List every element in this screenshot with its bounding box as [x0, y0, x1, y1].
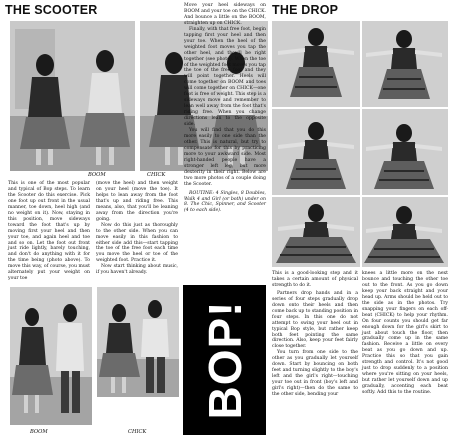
bop-banner: [183, 285, 266, 435]
bop-banner-text: BOP!: [198, 300, 251, 420]
scooter-text-col1: [8, 181, 90, 282]
drop-text-col1: [272, 271, 358, 398]
drop-text-col2: [362, 271, 448, 396]
drop-para: Partners drop hands and in a series of four steps gradually drop down onto their heels and then come back up to standing position in four steps. In this one do not attempt to swing your heel out in typical Bop style, but rather keep both feet pointing the same direction. Also, keep your feet fairly close together.: [272, 290, 358, 350]
scooter-text-col3: [184, 3, 266, 214]
routine-text: ROUTINE: 4 Singles, 8 Doubles, Walk 4 and Girl (or both) under on 8. The Chic, Spinner, and Scooter (4 to each side).: [184, 190, 266, 214]
scooter-para: This is one of the most popular and typical of Bop steps. To learn the Scooter do this exercise. Pick one foot up out front in the usual manner, toe down, heel high (and no weight on it). Now, staying in this position, move sideways toward the foot that's up by moving first your heel and then your toe, and again heel and toe and so on. Let the foot out front just ride lightly, barely touching, and don't do anything with it for the time being (photo above). To move this way, of course, you must alternately put your weight on your toe: [8, 181, 90, 282]
caption-bottom-left: BOOM: [30, 429, 48, 435]
drop-para: You turn from one side to the other as you gradually let yourself down. Start by bouncing on both feet and turning slightly to the boy's left and the girl's right—touching your toe out in front (boy's left and girl's right)—then do the same to the other side, bending your: [272, 350, 358, 398]
drop-photo-5: [272, 197, 360, 267]
caption-top-right: CHICK: [147, 172, 166, 178]
drop-photo-4: [362, 109, 448, 195]
scooter-para: Now do this just as thoroughly to the other side. When you can move easily in this fashion to either side add this—start tapping the toe of the free foot each time you move the heel or toe of the weighted foot. Practice it.: [96, 222, 178, 264]
scooter-para: (move the heel) and then weight on your heel (move the toe). It helps to lean away from the foot that's up and riding free. This means, also, that you'll be leaning away from the direction you're going.: [96, 181, 178, 222]
scooter-photo-boom: [10, 21, 135, 171]
scooter-couple-photo-boom: [10, 287, 92, 425]
scooter-para: Finally, with that free foot, begin tapping first your heel and then your toe. When the heel of the weighted foot moves you tap the other heel, and they'll be right together (see photo). When the toe of the weighted foot moves you tap the toe of the free foot and they will point together. Heels will come together on BOOM and toes will come together on CHICK—one foot is free of weight. This step is a sideways move and remember to lean well away from the foot that's riding free. When you change directions lean to the opposite side.: [184, 26, 266, 128]
scooter-text-col2: [96, 181, 178, 276]
drop-photo-3: [272, 109, 360, 195]
drop-photo-2: [362, 21, 448, 107]
scooter-para: Now start thinking about music, if you haven't already.: [96, 264, 178, 276]
drop-heading: THE DROP: [272, 3, 339, 17]
scooter-heading: THE SCOOTER: [5, 3, 98, 17]
caption-bottom-right: CHICK: [128, 429, 147, 435]
drop-para: knees a little more on the next bounce and touching the other toe out to the front. As you go down keep your back straight and your head up. Arms should be held out to the side as in the photos. Try snapping your fingers on each off-beat (CHICK) to help your rhythm. On four counts you should get far enough down for the girl's skirt to just about touch the floor, then gradually come up in the same fashion. Receive a little on every beat as you go down and up. Practice this so that you gain strength and control. It's not good just to drop suddenly to a position where you're sitting on your heels, but rather let yourself down and up gradually, accenting each beat softly. Add this to the routine.: [362, 271, 448, 396]
scooter-para: You will find that you do this more easily to one side than the other. This is natural, but try to compensate for this by practicing more to your awkward side. Most right-handed people have a stronger left leg, but more dexterity in their right. Below are two more photos of a couple doing the Scooter.: [184, 128, 266, 187]
caption-top-left: BOOM: [88, 172, 106, 178]
scooter-couple-photo-chick: [97, 287, 179, 397]
drop-photo-6: [362, 197, 448, 267]
drop-photo-1: [272, 21, 360, 107]
drop-para: This is a good-looking step and it takes a certain amount of physical strength to do it.: [272, 271, 358, 288]
scooter-para: Move your heel sideways on BOOM and your toe on the CHICK. And bounce a little on the BOOM, straighten up on CHICK.: [184, 3, 266, 26]
